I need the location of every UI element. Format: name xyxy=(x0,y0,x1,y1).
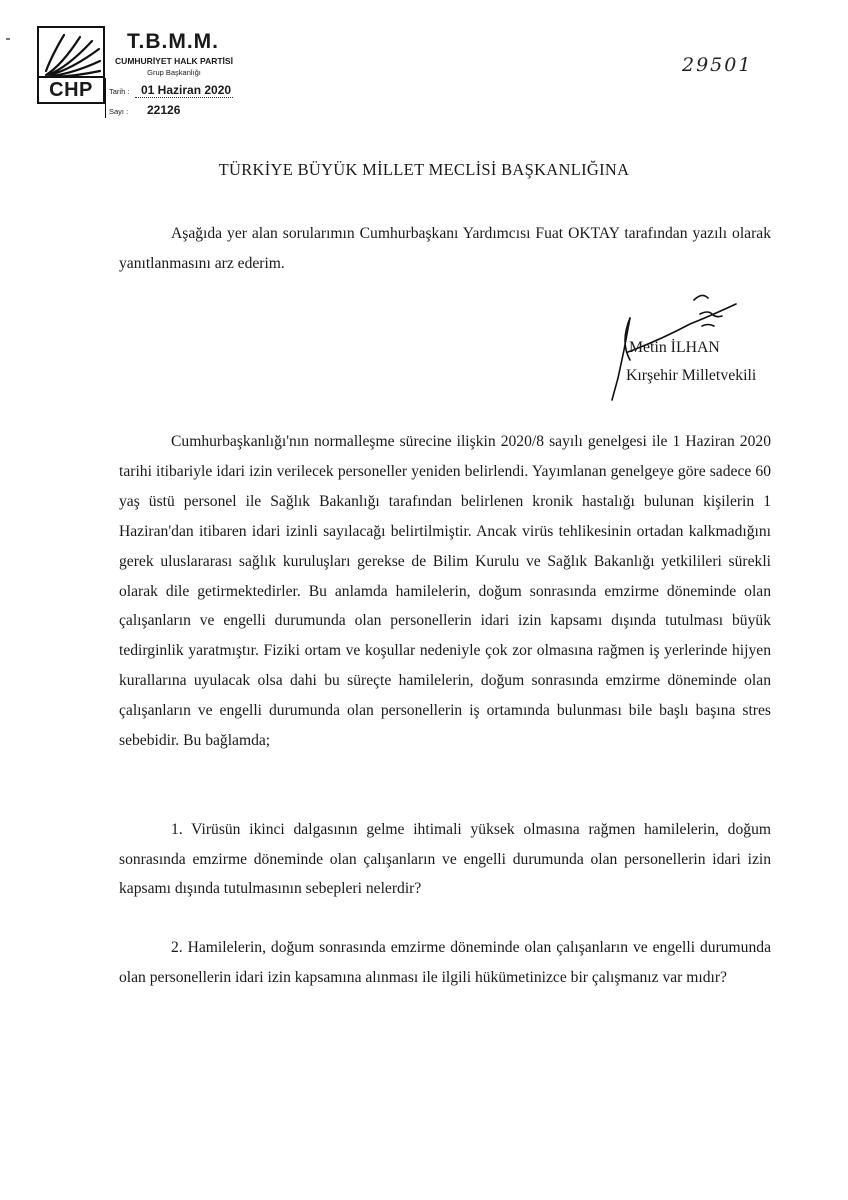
group-name: Grup Başkanlığı xyxy=(147,68,201,77)
logo-text: CHP xyxy=(39,76,103,102)
date-value: 01 Haziran 2020 xyxy=(135,83,233,98)
number-label: Sayı : xyxy=(109,107,129,116)
signatory-name: Metin İLHAN xyxy=(629,339,720,356)
header-stamp xyxy=(37,26,242,120)
question-1: 1. Virüsün ikinci dalgasının gelme ihtimali yüksek olmasına rağmen hamilelerin, doğum sonrasında emzirme döneminde olan çalışanların ve engelli durumunda olan personellerin idari izin kapsamı dışında tutulmasının sebepleri nelerdir? xyxy=(119,821,771,897)
document-heading: TÜRKİYE BÜYÜK MİLLET MECLİSİ BAŞKANLIĞINA xyxy=(218,160,630,179)
handwritten-note: 29501 xyxy=(682,54,753,76)
scan-mark xyxy=(6,38,10,40)
intro-paragraph xyxy=(119,219,771,279)
stamp-number-row xyxy=(109,101,180,119)
signatory-title: Kırşehir Milletvekili xyxy=(626,367,757,384)
stamp-divider xyxy=(105,78,106,118)
date-label: Tarih : xyxy=(109,87,130,96)
number-value: 22126 xyxy=(147,103,181,117)
party-logo xyxy=(37,26,105,104)
intro-text: Aşağıda yer alan sorularımın Cumhurbaşkanı Yardımcısı Fuat OKTAY tarafından yazılı olarak yanıtlanmasını arz ederim. xyxy=(119,225,771,272)
institution-name: T.B.M.M. xyxy=(127,30,219,53)
question-2: 2. Hamilelerin, doğum sonrasında emzirme döneminde olan çalışanların ve engelli durumunda olan personellerin idari izin kapsamına alınması ile ilgili hükümetinizce bir çalışmanız var mıdır? xyxy=(119,939,771,986)
body-paragraph: Cumhurbaşkanlığı'nın normalleşme sürecine ilişkin 2020/8 sayılı genelgesi ile 1 Haziran 2020 tarihi itibariyle idari izin verilecek personeller yeniden belirlendi. Yayımlanan genelgeye göre sadece 60 yaş üstü personel ile Sağlık Bakanlığı tarafından belirlenen kronik hastalığı bulunan kişilerin 1 Haziran'dan itibaren idari izinli sayılacağı belirtilmiştir. Ancak virüs tehlikesinin ortadan kalkmadığını gerek uluslararası sağlık kuruluşları gerekse de Bilim Kurulu ve Sağlık Bakanlığı yetkilileri sürekli olarak dile getirmektedirler. Bu anlamda hamilelerin, doğum sonrasında emzirme döneminde olan çalışanların ve engelli durumunda olan personellerin idari izin kapsamı dışında tutulması büyük tedirginlik yaratmıştır. Fiziki ortam ve koşullar nedeniyle çok zor olmasına rağmen iş yerlerinde hijyen kurallarına uyulacak olsa dahi bu süreçte hamilelerin, doğum sonrasında emzirme döneminde olan çalışanların ve engelli durumunda olan personellerin iş ortamında bulunması bile başlı başına stres sebebidir. Bu bağlamda; xyxy=(119,433,771,750)
rays-icon xyxy=(42,31,102,79)
stamp-date-row xyxy=(109,81,233,99)
party-name: CUMHURİYET HALK PARTİSİ xyxy=(115,56,233,66)
